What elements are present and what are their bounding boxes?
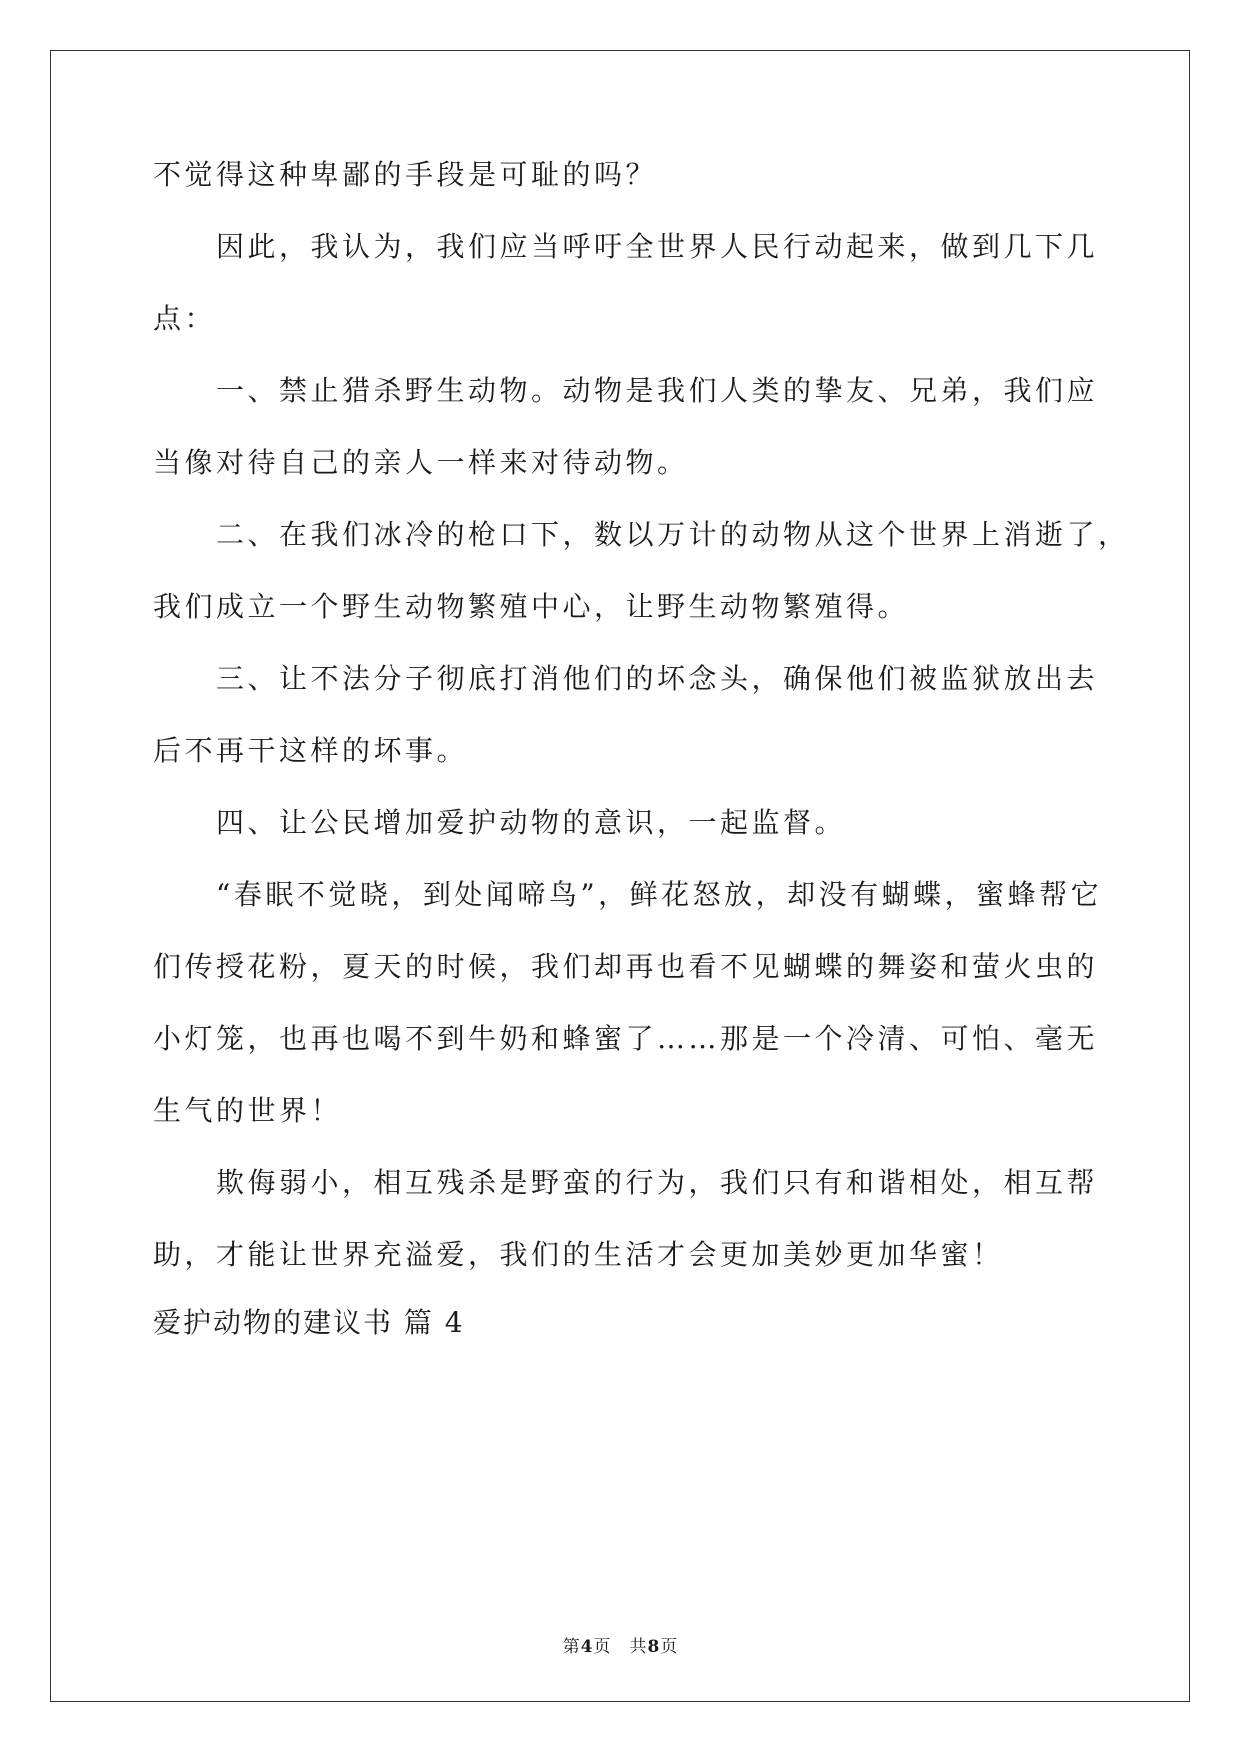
text-line-12: 们传授花粉，夏天的时候，我们却再也看不见蝴蝶的舞姿和萤火虫的 <box>153 950 1099 983</box>
footer-current-page: 4 <box>580 1637 594 1657</box>
footer-mid: 页 共 <box>593 1637 648 1657</box>
text-line-3: 点： <box>153 302 217 335</box>
text-line-9: 后不再干这样的坏事。 <box>153 734 469 767</box>
page-footer <box>0 1636 1241 1658</box>
text-line-4: 一、禁止猎杀野生动物。动物是我们人类的挚友、兄弟，我们应 <box>153 374 1099 407</box>
text-line-16: 助，才能让世界充溢爱，我们的生活才会更加美妙更加华蜜！ <box>153 1238 1004 1271</box>
text-line-15: 欺侮弱小，相互残杀是野蛮的行为，我们只有和谐相处，相互帮 <box>153 1166 1099 1199</box>
footer-suffix: 页 <box>660 1637 679 1657</box>
text-line-7: 我们成立一个野生动物繁殖中心，让野生动物繁殖得。 <box>153 590 910 623</box>
section-heading: 爱护动物的建议书 篇 4 <box>153 1306 465 1339</box>
text-line-5: 当像对待自己的亲人一样来对待动物。 <box>153 446 689 479</box>
text-line-1: 不觉得这种卑鄙的手段是可耻的吗？ <box>153 158 658 191</box>
footer-prefix: 第 <box>562 1637 581 1657</box>
page-border <box>50 50 1190 1702</box>
text-line-6: 二、在我们冰冷的枪口下，数以万计的动物从这个世界上消逝了， <box>153 518 1130 551</box>
text-line-11: “春眠不觉晓，到处闻啼鸟”，鲜花怒放，却没有蝴蝶，蜜蜂帮它 <box>153 878 1103 911</box>
text-line-10: 四、让公民增加爱护动物的意识，一起监督。 <box>153 806 847 839</box>
text-line-2: 因此，我认为，我们应当呼吁全世界人民行动起来，做到几下几 <box>153 230 1099 263</box>
text-line-13: 小灯笼，也再也喝不到牛奶和蜂蜜了……那是一个冷清、可怕、毫无 <box>153 1022 1099 1055</box>
text-line-8: 三、让不法分子彻底打消他们的坏念头，确保他们被监狱放出去 <box>153 662 1099 695</box>
text-line-14: 生气的世界！ <box>153 1094 343 1127</box>
footer-total-pages: 8 <box>647 1637 661 1657</box>
